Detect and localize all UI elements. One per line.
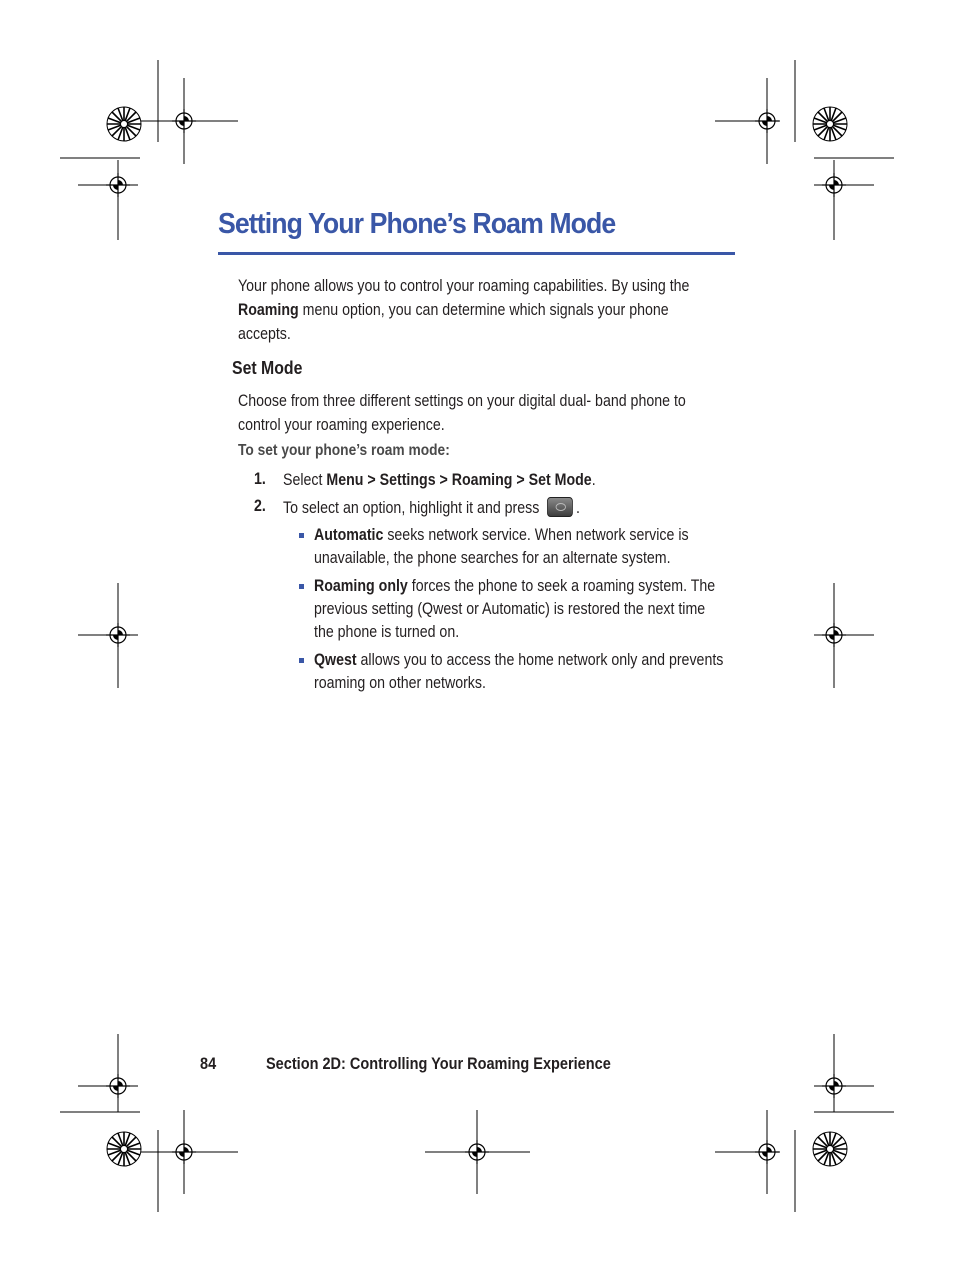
option-label: Roaming only: [314, 577, 408, 595]
option-description: forces the phone to seek a roaming system. The previous setting (Qwest or Automatic) is restored the next time the phone is turned on.: [314, 577, 716, 641]
option-description: allows you to access the home network only and prevents roaming on other networks.: [314, 651, 724, 692]
section-heading: Set Mode: [232, 358, 303, 378]
option-qwest: [314, 649, 727, 695]
step-number: 2.: [254, 497, 266, 515]
option-label: Automatic: [314, 526, 384, 544]
step-1-prefix: Select: [283, 471, 327, 489]
page-number: 84: [200, 1055, 217, 1073]
steps-title: To set your phone’s roam mode:: [238, 442, 450, 459]
intro-text-before: Your phone allows you to control your roaming capabilities. By using the: [238, 277, 690, 295]
menu-ok-key-icon: [547, 497, 573, 517]
step-1-menu-path: Menu > Settings > Roaming > Set Mode: [326, 471, 592, 489]
square-bullet-icon: [299, 584, 304, 589]
option-roaming-only: [314, 575, 727, 644]
step-2-suffix: .: [576, 499, 580, 517]
square-bullet-icon: [299, 533, 304, 538]
step-1-text: [283, 468, 596, 492]
title-underline: [218, 252, 735, 255]
section-paragraph: Choose from three different settings on your digital dual- band phone to control your roaming experience.: [238, 392, 686, 434]
intro-bold-term: Roaming: [238, 301, 299, 319]
option-automatic: [314, 524, 727, 570]
option-label: Qwest: [314, 651, 357, 669]
step-number: 1.: [254, 470, 266, 488]
intro-text-after: menu option, you can determine which signals your phone accepts.: [238, 301, 669, 343]
square-bullet-icon: [299, 658, 304, 663]
page-title: Setting Your Phone’s Roam Mode: [218, 208, 616, 240]
footer-section-title: Section 2D: Controlling Your Roaming Experience: [266, 1055, 611, 1073]
intro-paragraph: [238, 274, 720, 346]
option-description: seeks network service. When network service is unavailable, the phone searches for an alternate system.: [314, 526, 689, 567]
step-2-text: [283, 496, 580, 520]
step-2-prefix: To select an option, highlight it and press: [283, 499, 544, 517]
step-1-suffix: .: [591, 471, 596, 489]
